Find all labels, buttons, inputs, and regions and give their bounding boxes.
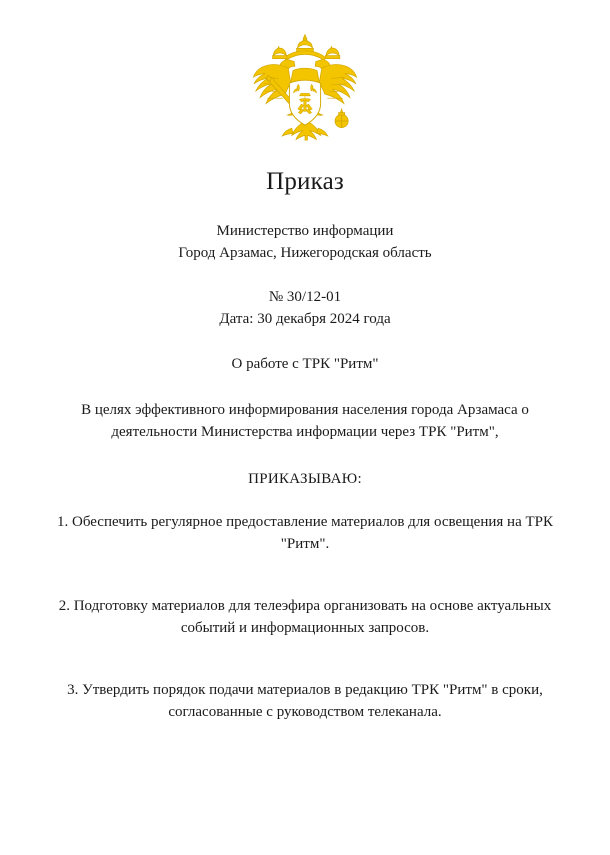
clause-item: 1. Обеспечить регулярное предоставление материалов для освещения на ТРК "Ритм".	[57, 513, 553, 552]
page-title: Приказ	[266, 168, 344, 195]
place-line: Город Арзамас, Нижегородская область	[178, 244, 432, 261]
document-date: Дата: 30 декабря 2024 года	[219, 310, 391, 327]
organization-name: Министерство информации	[216, 222, 394, 239]
document-number: № 30/12-01	[268, 288, 342, 305]
clause-item: 3. Утвердить порядок подачи материалов в редакцию ТРК "Ритм" в сроки, согласованные с руководством телеканала.	[67, 681, 543, 720]
document-meta	[219, 286, 390, 330]
command-word: ПРИКАЗЫВАЮ:	[248, 470, 362, 487]
document-subject: О работе с ТРК "Ритм"	[231, 355, 379, 372]
clause-item: 2. Подготовку материалов для телеэфира организовать на основе актуальных событий и информационных запросов.	[58, 597, 552, 636]
clause-list	[36, 511, 574, 723]
preamble-text: В целях эффективного информирования населения города Арзамаса о деятельности Министерства информации через ТРК "Ритм",	[81, 401, 529, 440]
russian-coat-of-arms-icon	[239, 31, 371, 151]
